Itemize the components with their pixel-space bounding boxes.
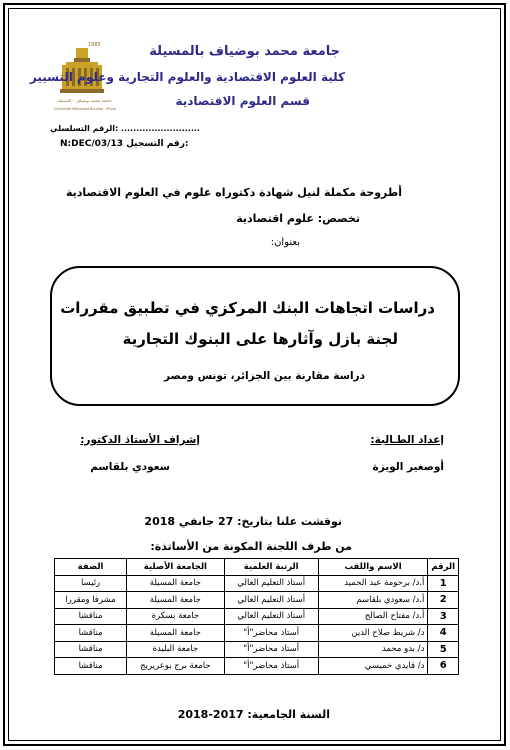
cell-name: د/ شريط صلاح الدين (318, 625, 428, 642)
serial-number: الرقم التسلسلي: .......................... (50, 124, 200, 133)
table-row (55, 592, 459, 609)
cell-number: 3 (428, 608, 459, 625)
logo-name-fr: Université Mohamed Boudiaf - M'sila (54, 107, 116, 111)
cell-role: مناقشا (55, 608, 127, 625)
cell-university: جامعة البليدة (127, 641, 224, 658)
cell-role: رئيسا (55, 575, 127, 592)
logo-year: 1985 (88, 42, 101, 48)
col-header-name: الاسم واللقب (318, 559, 428, 576)
thesis-subtitle: دراسة مقارنة بين الجزائر، تونس ومصر (164, 370, 365, 382)
jury-table-header (55, 559, 459, 576)
col-header-role: الصفة (55, 559, 127, 576)
cell-university: جامعة بسكرة (127, 608, 224, 625)
thesis-specialty: تخصص: علوم اقتصادية (236, 212, 360, 225)
col-header-number: الرقم (428, 559, 459, 576)
cell-name: د/ بدو محمد (318, 641, 428, 658)
cell-rank: أستاذ محاضر"أ" (224, 625, 318, 642)
faculty-name: كلية العلوم الاقتصادية والعلوم التجارية وعلوم التسيير (29, 70, 345, 84)
cell-university: جامعة برج بوعريريج (127, 658, 224, 675)
university-name: جامعة محمد بوضياف بالمسيلة (149, 44, 340, 59)
cell-number: 4 (428, 625, 459, 642)
table-row (55, 608, 459, 625)
supervisor-name: سعودي بلقاسم (90, 461, 170, 473)
cell-university: جامعة المسيلة (127, 625, 224, 642)
cell-rank: أستاذ محاضر"أ" (224, 658, 318, 675)
cell-role: مشرفا ومقررا (55, 592, 127, 609)
col-header-rank: الرتبة العلمية (224, 559, 318, 576)
cell-name: أ.د/ سعودي بلقاسم (318, 592, 428, 609)
cell-number: 5 (428, 641, 459, 658)
academic-year: السنة الجامعية: 2017-2018 (177, 708, 330, 721)
cell-number: 6 (428, 658, 459, 675)
col-header-university: الجامعة الأصلية (127, 559, 224, 576)
thesis-type: أطروحة مكملة لنيل شهادة دكتوراه علوم في العلوم الاقتصادية (65, 186, 402, 199)
table-row (55, 625, 459, 642)
defense-date: نوقشت علنا بتاريخ: 27 جانفي 2018 (144, 515, 342, 528)
cell-university: جامعة المسيلة (127, 592, 224, 609)
registration-number: N:DEC/03/13 رقم التسجيل: (60, 139, 189, 149)
cell-number: 2 (428, 592, 459, 609)
logo-name-ar: جامعة محمد بوضياف - المسيلة (57, 98, 113, 103)
cell-rank: أستاذ التعليم العالي (224, 592, 318, 609)
cell-rank: أستاذ التعليم العالي (224, 608, 318, 625)
thesis-title-line2: لجنة بازل وآثارها على البنوك التجارية (122, 330, 398, 348)
student-name: أوصغير الويزة (372, 461, 444, 473)
cell-name: أ.د/ برحومة عبد الحميد (318, 575, 428, 592)
cell-role: مناقشا (55, 658, 127, 675)
cell-name: د/ قايدي خميسي (318, 658, 428, 675)
cell-rank: أستاذ التعليم العالي (224, 575, 318, 592)
jury-intro: من طرف اللجنة المكونة من الأساتذة: (150, 540, 352, 553)
table-row (55, 575, 459, 592)
prepared-by-label: إعداد الطـالبة: (370, 434, 444, 446)
table-row (55, 658, 459, 675)
cell-role: مناقشا (55, 625, 127, 642)
thesis-title-line1: دراسات اتجاهات البنك المركزي في تطبيق مقررات (60, 299, 435, 317)
titled-label: بعنوان: (270, 237, 300, 248)
cell-role: مناقشا (55, 641, 127, 658)
department-name: قسم العلوم الاقتصادية (175, 94, 310, 108)
cell-number: 1 (428, 575, 459, 592)
table-row (55, 641, 459, 658)
cell-rank: أستاذ محاضر"أ" (224, 641, 318, 658)
cell-name: أ.د/ مفتاح الصالح (318, 608, 428, 625)
cell-university: جامعة المسيلة (127, 575, 224, 592)
jury-table (54, 558, 459, 675)
supervisor-label: إشراف الأستاذ الدكتور: (80, 434, 200, 446)
